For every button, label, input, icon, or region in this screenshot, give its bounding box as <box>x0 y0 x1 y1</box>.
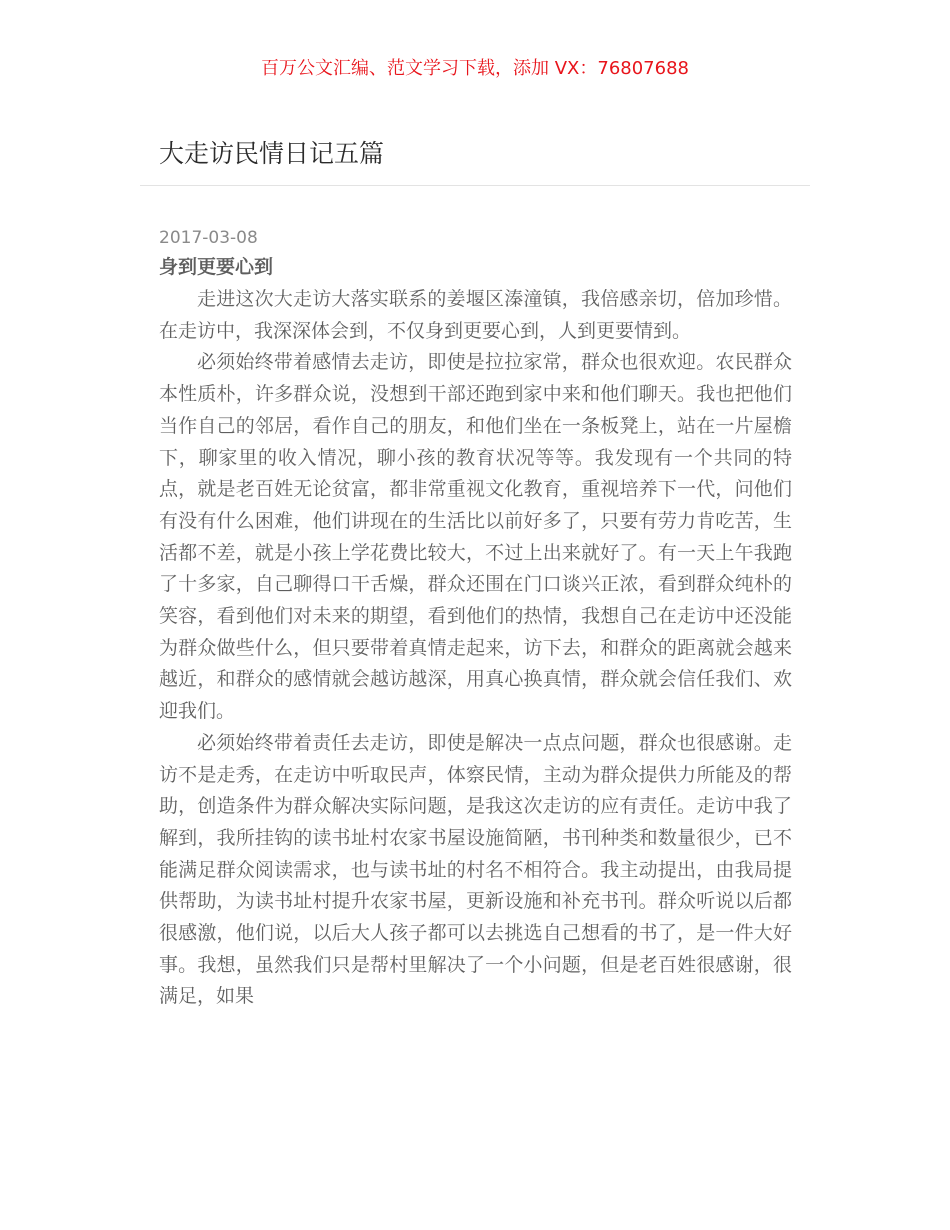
publish-date: 2017-03-08 <box>159 228 258 248</box>
page-title: 大走访民情日记五篇 <box>159 139 385 168</box>
paragraph-1: 走进这次大走访大落实联系的姜堰区溱潼镇，我倍感亲切，倍加珍惜。在走访中，我深深体会到，不仅身到更要心到，人到更要情到。 <box>159 288 792 342</box>
article-body <box>159 284 792 1013</box>
header-banner: 百万公文汇编、范文学习下载，添加 VX：76807688 <box>261 58 689 79</box>
paragraph-3: 必须始终带着责任去走访，即使是解决一点点问题，群众也很感谢。走访不是走秀，在走访中听取民声，体察民情，主动为群众提供力所能及的帮助，创造条件为群众解决实际问题，是我这次走访的应有责任。走访中我了解到，我所挂钩的读书址村农家书屋设施简陋，书刊种类和数量很少，已不能满足群众阅读需求，也与读书址的村名不相符合。我主动提出，由我局提供帮助，为读书址村提升农家书屋，更新设施和补充书刊。群众听说以后都很感激，他们说，以后大人孩子都可以去挑选自己想看的书了，是一件大好事。我想，虽然我们只是帮村里解决了一个小问题，但是老百姓很感谢，很满足，如果 <box>159 731 792 1008</box>
paragraph-2: 必须始终带着感情去走访，即使是拉拉家常，群众也很欢迎。农民群众本性质朴，许多群众说，没想到干部还跑到家中来和他们聊天。我也把他们当作自己的邻居，看作自己的朋友，和他们坐在一条板凳上，站在一片屋檐下，聊家里的收入情况，聊小孩的教育状况等等。我发现有一个共同的特点，就是老百姓无论贫富，都非常重视文化教育，重视培养下一代，问他们有没有什么困难，他们讲现在的生活比以前好多了，只要有劳力肯吃苦，生活都不差，就是小孩上学花费比较大，不过上出来就好了。有一天上午我跑了十多家，自己聊得口干舌燥，群众还围在门口谈兴正浓，看到群众纯朴的笑容，看到他们对未来的期望，看到他们的热情，我想自己在走访中还没能为群众做些什么，但只要带着真情走起来，访下去，和群众的距离就会越来越近，和群众的感情就会越访越深，用真心换真情，群众就会信任我们、欢迎我们。 <box>159 351 792 723</box>
section-heading: 身到更要心到 <box>159 256 274 278</box>
title-divider <box>140 185 810 186</box>
